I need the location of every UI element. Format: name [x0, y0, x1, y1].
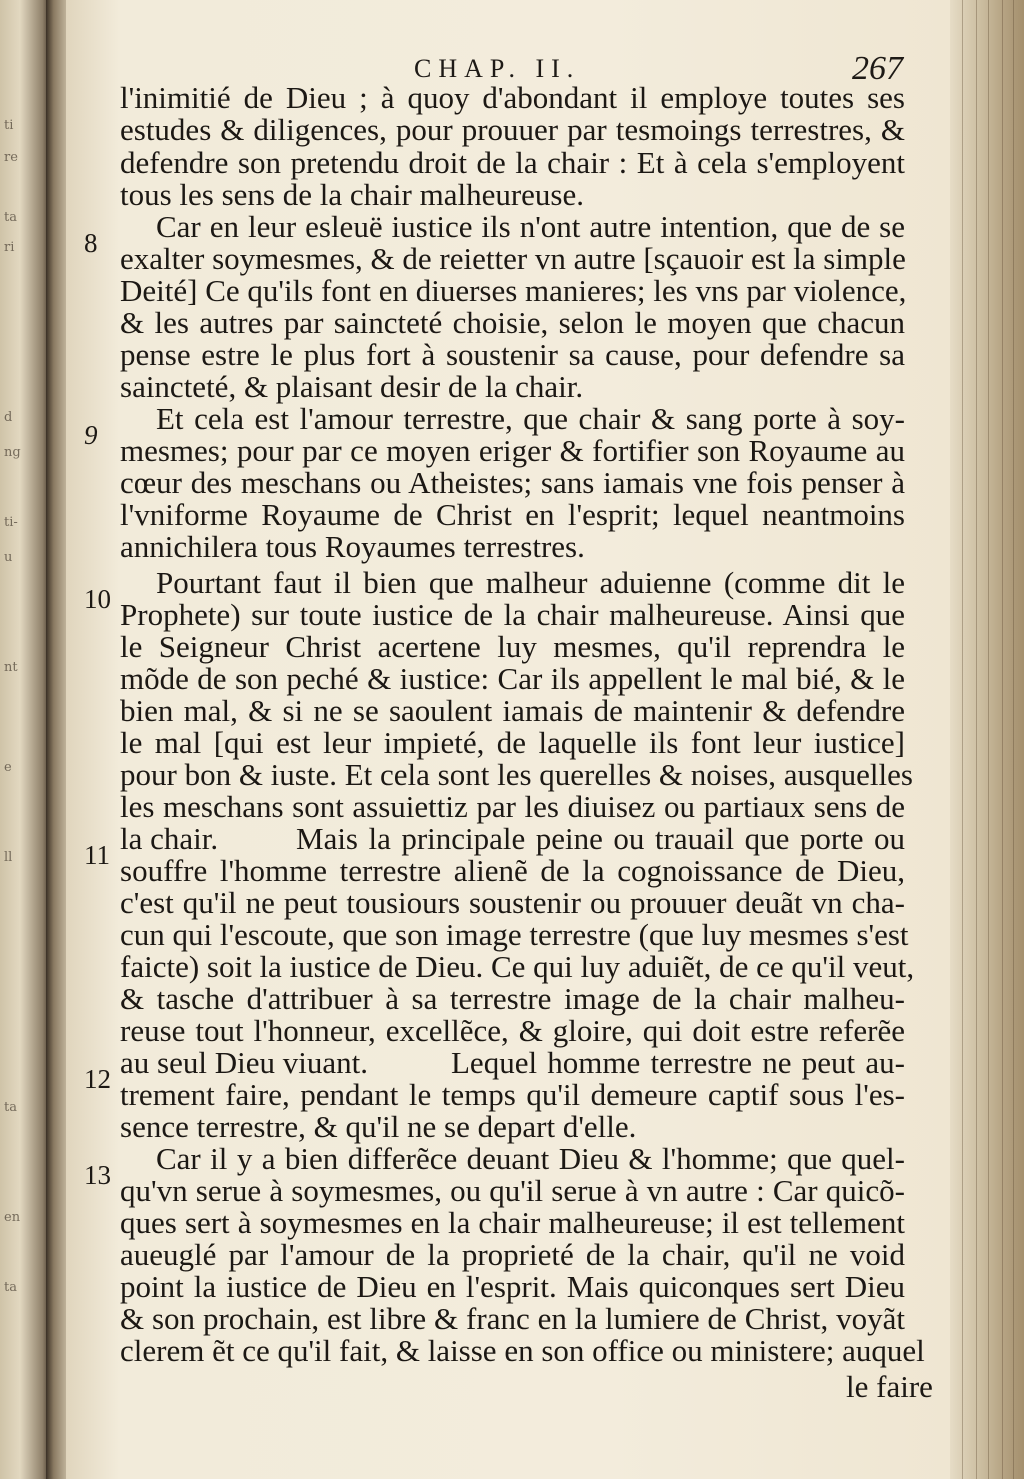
text-line: defendre son pretendu droit de la chair : Et à cela s'employent	[120, 145, 905, 180]
running-title: CHAP. II.	[414, 54, 581, 83]
text-line: mesmes; pour par ce moyen eriger & fortifier son Royaume au	[120, 433, 905, 468]
text-line: souffre l'homme terrestre alienẽ de la cognoissance de Dieu,	[120, 853, 905, 888]
text-line: le mal [qui est leur impieté, de laquelle ils font leur iustice]	[120, 725, 905, 760]
text-line: faicte) soit la iustice de Dieu. Ce qui luy aduiẽt, de ce qu'il veut,	[120, 949, 915, 984]
text-line: sence terrestre, & qu'il ne se depart d'elle.	[120, 1109, 637, 1144]
margin-fragment: ti-	[4, 515, 18, 530]
margin-fragment: ri	[4, 240, 15, 255]
text-line: cun qui l'escoute, que son image terrestre (que luy mesmes s'est	[120, 917, 909, 952]
margin-fragment: ti	[4, 118, 14, 133]
text-line: Prophete) sur toute iustice de la chair malheureuse. Ainsi que	[120, 597, 905, 632]
text-line: Pourtant faut il bien que malheur aduienne (comme dit le	[156, 565, 905, 600]
text-line: Deité] Ce qu'ils font en diuerses manieres; les vns par violence,	[120, 273, 907, 308]
margin-fragment: en	[4, 1210, 21, 1225]
text-line: tous les sens de la chair malheureuse.	[120, 177, 584, 212]
text-line: exalter soymesmes, & de reietter vn autre [sçauoir est la simple	[120, 241, 906, 276]
text-line: la chair.	[120, 821, 219, 856]
text-line: & tasche d'attribuer à sa terrestre image de la chair malheu-	[120, 981, 905, 1016]
margin-fragment: u	[4, 550, 13, 565]
margin-fragment: e	[4, 760, 12, 775]
text-line: mõde de son peché & iustice: Car ils appellent le mal bié, & le	[120, 661, 905, 696]
text-line: Et cela est l'amour terrestre, que chair & sang porte à soy-	[156, 401, 905, 436]
text-line: bien mal, & si ne se saoulent iamais de maintenir & defendre	[120, 693, 905, 728]
text-line: estudes & diligences, pour prouuer par tesmoings terrestres, &	[120, 112, 905, 147]
text-line: reuse tout l'honneur, excellẽce, & gloire, qui doit estre referẽe	[120, 1013, 905, 1048]
text-line: & les autres par saincteté choisie, selon le moyen que chacun	[120, 305, 905, 340]
text-line: c'est qu'il ne peut tousiours soustenir ou prouuer deuãt vn cha-	[120, 885, 905, 920]
text-line: l'inimitié de Dieu ; à quoy d'abondant il employe toutes ses	[120, 80, 905, 115]
text-line: Lequel homme terrestre ne peut au-	[451, 1045, 905, 1080]
text-line: Car en leur esleuë iustice ils n'ont autre intention, que de se	[156, 209, 905, 244]
text-line: le Seigneur Christ acertene luy mesmes, qu'il reprendra le	[120, 629, 905, 664]
verse-number: 12	[84, 1064, 111, 1094]
margin-fragment: re	[4, 150, 18, 165]
margin-fragment: d	[4, 410, 13, 425]
text-line: les meschans sont assuiettiz par les diuisez ou partiaux sens de	[120, 789, 905, 824]
margin-fragment: nt	[4, 660, 18, 675]
text-line: point la iustice de Dieu en l'esprit. Mais quiconques sert Dieu	[120, 1269, 905, 1304]
margin-fragment: ta	[4, 1100, 17, 1115]
text-line: saincteté, & plaisant desir de la chair.	[120, 369, 584, 404]
text-line: pense estre le plus fort à soustenir sa cause, pour defendre sa	[120, 337, 905, 372]
text-line: trement faire, pendant le temps qu'il demeure captif sous l'es-	[120, 1077, 905, 1112]
verse-number: 10	[84, 584, 111, 614]
verse-number: 9	[84, 420, 98, 450]
catchword: le faire	[846, 1369, 933, 1404]
margin-fragment: ta	[4, 1280, 17, 1295]
text-line: ques sert à soymesmes en la chair malheureuse; il est tellement	[120, 1205, 905, 1240]
text-line: Car il y a bien differẽce deuant Dieu & l'homme; que quel-	[156, 1141, 905, 1176]
text-line: annichilera tous Royaumes terrestres.	[120, 529, 585, 564]
text-line: cœur des meschans ou Atheistes; sans iamais vne fois penser à	[120, 465, 905, 500]
page-fore-edge	[950, 0, 1024, 1479]
margin-fragment: ta	[4, 210, 17, 225]
text-line: & son prochain, est libre & franc en la lumiere de Christ, voyãt	[120, 1301, 905, 1336]
text-line: aueuglé par l'amour de la proprieté de la chair, qu'il ne void	[120, 1237, 905, 1272]
text-line: qu'vn serue à soymesmes, ou qu'il serue à vn autre : Car quicõ-	[120, 1173, 905, 1208]
margin-fragment: ll	[4, 850, 13, 865]
text-line: l'vniforme Royaume de Christ en l'esprit; lequel neantmoins	[120, 497, 905, 532]
verse-number: 13	[84, 1160, 111, 1190]
verse-number: 8	[84, 228, 98, 258]
text-line: au seul Dieu viuant.	[120, 1045, 368, 1080]
verse-number: 11	[84, 840, 110, 870]
margin-fragment: ng	[4, 445, 21, 460]
text-line: pour bon & iuste. Et cela sont les querelles & noises, ausquelles	[120, 757, 913, 792]
page-number: 267	[852, 50, 903, 87]
text-line: clerem ẽt ce qu'il fait, & laisse en son office ou ministere; auquel	[120, 1333, 925, 1368]
text-line: Mais la principale peine ou trauail que porte ou	[296, 821, 905, 856]
